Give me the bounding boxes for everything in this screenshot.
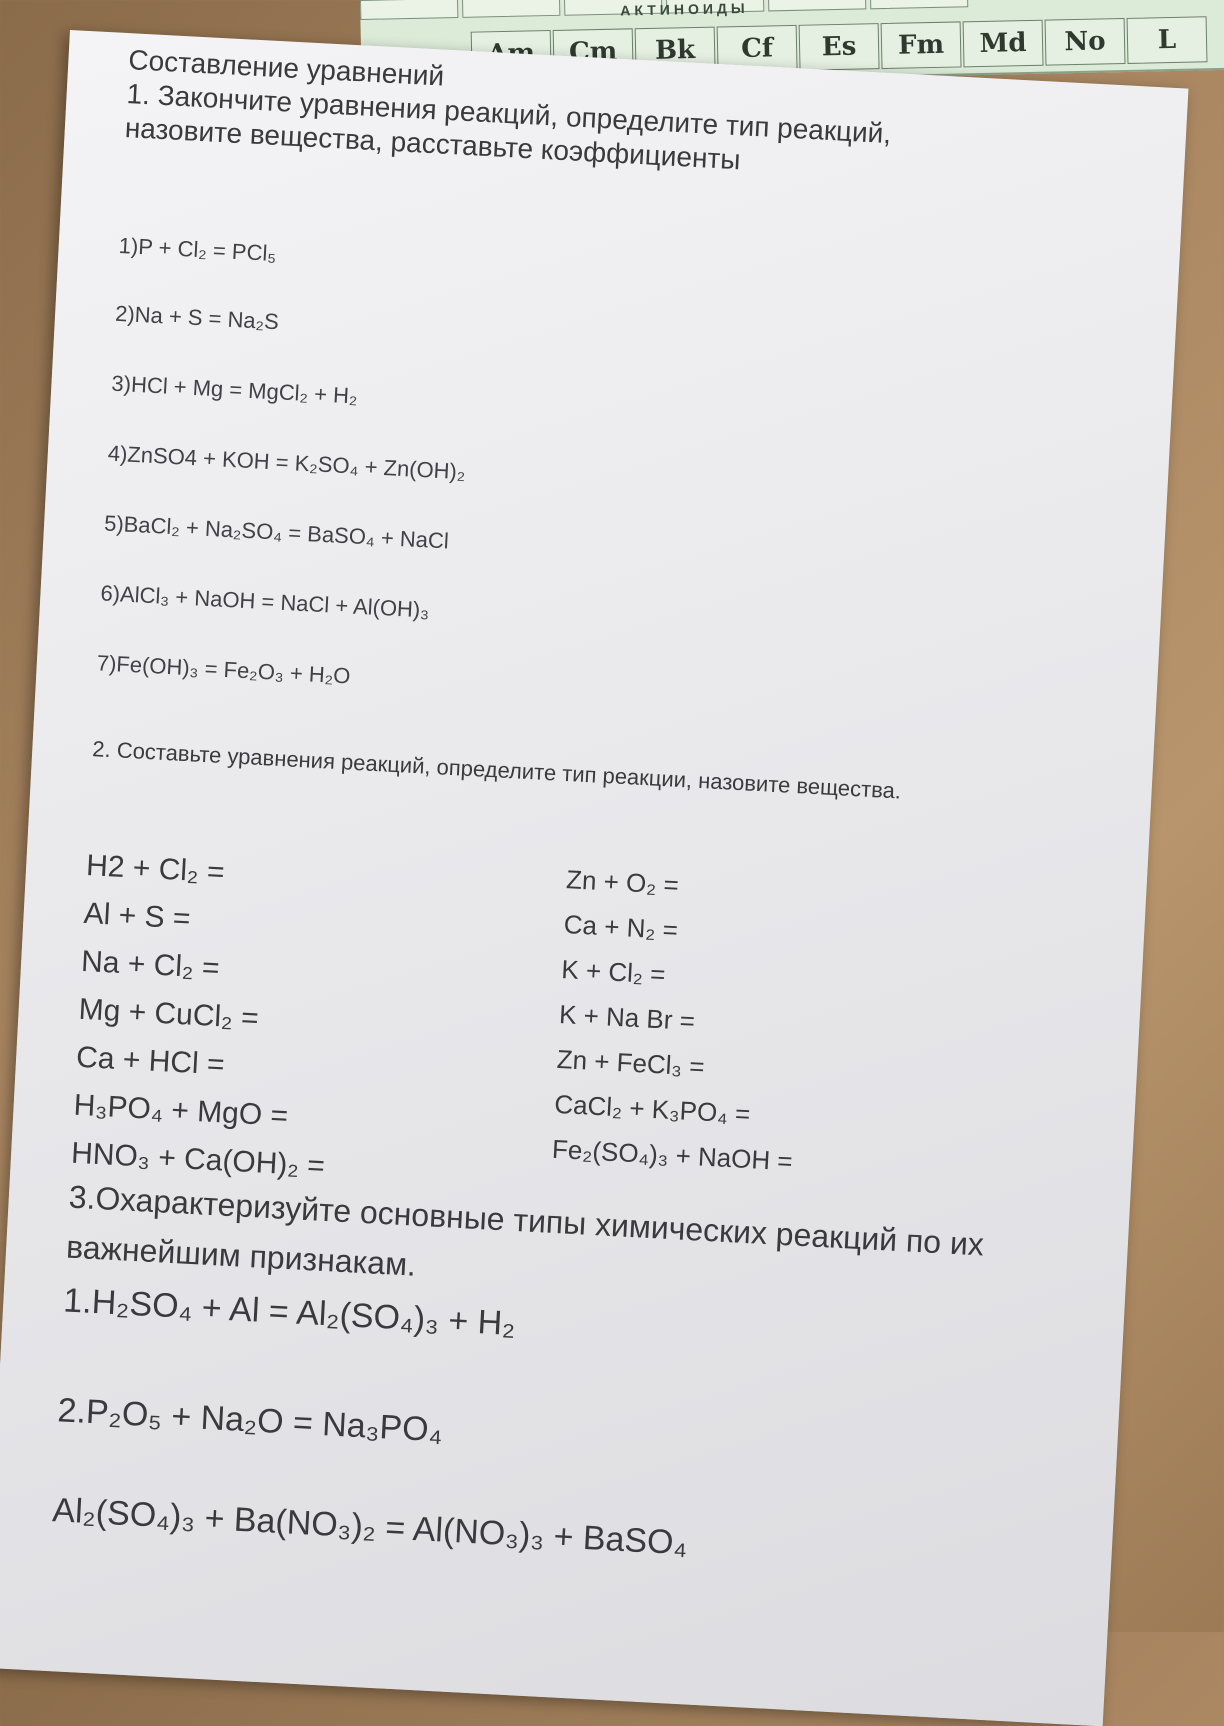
- element-cell: Bk: [635, 27, 716, 75]
- task1-equation: 6)AlCl₃ + NaOH = NaCl + Al(OH)₃: [99, 580, 430, 623]
- task3-equation: 2.P₂O₅ + Na₂O = Na₃PO₄: [56, 1391, 444, 1450]
- task2-equation: Ca + N₂ =: [563, 909, 679, 946]
- task1-equation: 3)HCl + Mg = MgCl₂ + H₂: [110, 370, 359, 409]
- task2-equation: Al + S =: [82, 896, 192, 936]
- task2-equation: CaCl₂ + K₃PO₄ =: [553, 1088, 752, 1130]
- task1-instruction: 1. Закончите уравнения реакций, определите тип реакций, назовите вещества, расставьте коэффициенты: [124, 78, 893, 176]
- task2-equation: H2 + Cl₂ =: [85, 849, 226, 890]
- task2-equation: Zn + FeCl₃ =: [556, 1043, 706, 1082]
- task1-equation: 4)ZnSO4 + KOH = K₂SO₄ + Zn(OH)₂: [107, 440, 467, 485]
- element-cell: Cf: [717, 25, 798, 73]
- task3-equation: 1.H₂SO₄ + Al = Al₂(SO₄)₃ + H₂: [62, 1281, 517, 1344]
- task3-instruction: 3.Охарактеризуйте основные типы химических реакций по их важнейшим признакам.: [65, 1178, 985, 1283]
- element-cell: Cm: [553, 28, 634, 76]
- task1-equation: 1)P + Cl₂ = PCl₅: [118, 232, 277, 267]
- task1-equation: 2)Na + S = Na₂S: [114, 300, 280, 335]
- element-cell: Es: [799, 23, 880, 71]
- task2-equation: HNO₃ + Ca(OH)₂ =: [70, 1136, 326, 1183]
- element-cell: No: [1045, 18, 1126, 66]
- element-cell: Md: [963, 20, 1044, 68]
- element-cell: L: [1127, 16, 1208, 64]
- task2-equation: Na + Cl₂ =: [80, 944, 221, 986]
- task2-equation: Ca + HCl =: [75, 1040, 226, 1082]
- worksheet: [0, 30, 1188, 1726]
- task2-right-column: [551, 857, 808, 1184]
- task2-equation: K + Cl₂ =: [560, 954, 667, 990]
- task1-equation: 7)Fe(OH)₃ = Fe₂O₃ + H₂O: [96, 650, 352, 689]
- task2-left-column: [70, 842, 341, 1191]
- actinides-label: АКТИНОИДЫ: [620, 0, 749, 19]
- task2-equation: Mg + CuCl₂ =: [77, 992, 260, 1036]
- task1-equation: 5)BaCl₂ + Na₂SO₄ = BaSO₄ + NaCl: [103, 510, 450, 554]
- task2-equation: H₃PO₄ + MgO =: [72, 1088, 289, 1133]
- task2-instruction: 2. Составьте уравнения реакций, определите тип реакции, назовите вещества.: [91, 736, 902, 804]
- task2-equation: Zn + O₂ =: [565, 864, 680, 901]
- task3-equation: Al₂(SO₄)₃ + Ba(NO₃)₂ = Al(NO₃)₃ + BaSO₄: [51, 1491, 689, 1563]
- task2-equation: Fe₂(SO₄)₃ + NaOH =: [551, 1133, 794, 1177]
- task2-equation: K + Na Br =: [558, 998, 696, 1037]
- element-cell: Fm: [881, 21, 962, 69]
- worksheet-heading: Составление уравнений: [127, 44, 445, 92]
